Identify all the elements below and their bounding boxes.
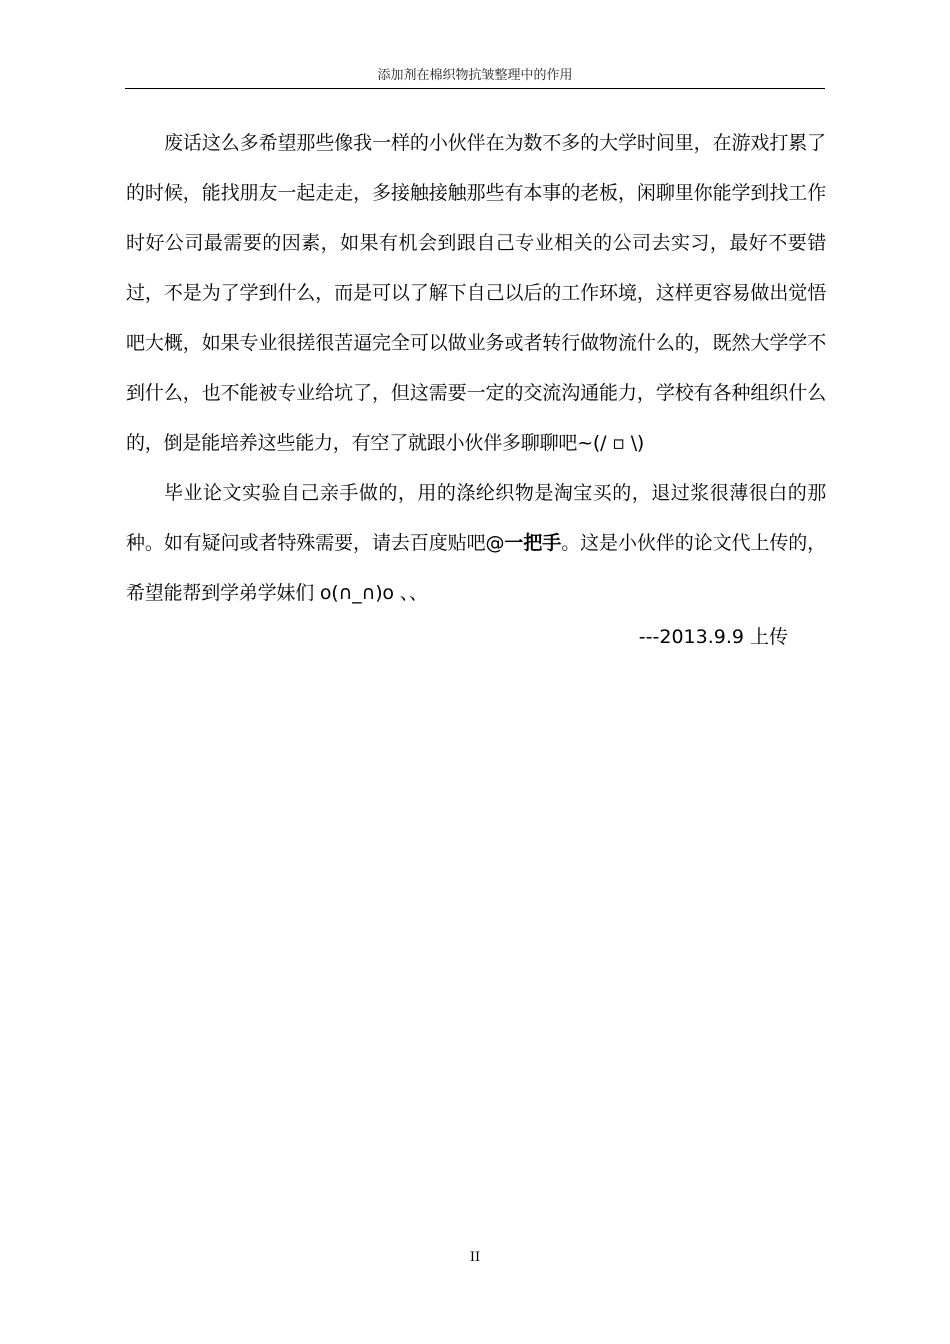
- paragraph-2-text-start: 毕业论文实验自己亲手做的，用的涤纶织物是淘宝买的，退过浆很薄很白的那种。如有疑问或者特殊需要，请去百度贴吧@: [126, 482, 826, 554]
- body-text: [126, 118, 826, 618]
- page-header: [125, 66, 825, 89]
- paragraph-2-text-end: 。这是小伙伴的论文代上传的，希望能帮到学弟学妹们 o(∩_∩)o 、、: [126, 532, 826, 604]
- upload-signature: ---2013.9.9 上传: [638, 626, 788, 648]
- page-number: II: [469, 1250, 481, 1265]
- paragraph-2: [126, 468, 826, 618]
- forum-username: 一把手: [504, 532, 562, 554]
- paragraph-1: 废话这么多希望那些像我一样的小伙伴在为数不多的大学时间里，在游戏打累了的时候，能找朋友一起走走，多接触接触那些有本事的老板，闲聊里你能学到找工作时好公司最需要的因素，如果有机会到跟自己专业相关的公司去实习，最好不要错过，不是为了学到什么，而是可以了解下自己以后的工作环境，这样更容易做出觉悟吧大概，如果专业很搓很苦逼完全可以做业务或者转行做物流什么的，既然大学学不到什么，也不能被专业给坑了，但这需要一定的交流沟通能力，学校有各种组织什么的，倒是能培养这些能力，有空了就跟小伙伴多聊聊吧~(/ ▫ \): [126, 132, 826, 454]
- header-title: 添加剂在棉织物抗皱整理中的作用: [377, 68, 573, 83]
